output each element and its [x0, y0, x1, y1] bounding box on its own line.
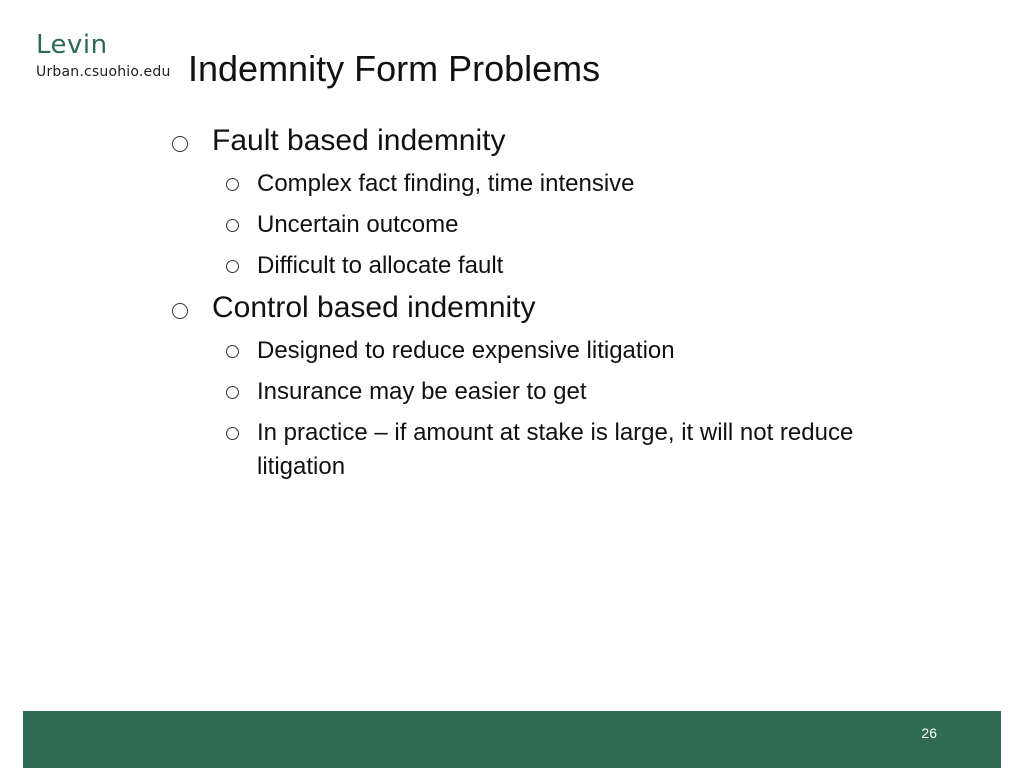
sub-bullet: [172, 167, 902, 201]
circle-bullet-icon: [226, 427, 239, 440]
levin-logo: [36, 30, 186, 82]
circle-bullet-icon: [172, 136, 188, 152]
sub-bullet-text: In practice – if amount at stake is large, it will not reduce litigation: [257, 419, 854, 480]
sub-list-fault-based: [172, 167, 902, 283]
circle-bullet-icon: [226, 345, 239, 358]
sub-bullet-text: Uncertain outcome: [257, 211, 459, 238]
sub-bullet-text: Difficult to allocate fault: [257, 252, 504, 279]
sub-bullet-text: Insurance may be easier to get: [257, 378, 587, 405]
footer-bar: [23, 711, 1001, 768]
logo-url: Urban.csuohio.edu: [36, 64, 171, 80]
sub-bullet-text: Designed to reduce expensive litigation: [257, 337, 675, 364]
circle-bullet-icon: [226, 219, 239, 232]
page-number: 26: [921, 725, 937, 741]
circle-bullet-icon: [226, 386, 239, 399]
sub-bullet: [172, 416, 902, 484]
bullet-content: [172, 123, 902, 491]
slide-title: Indemnity Form Problems: [188, 48, 601, 89]
sub-bullet: [172, 334, 902, 368]
bullet-text: Fault based indemnity: [212, 124, 506, 157]
circle-bullet-icon: [172, 303, 188, 319]
bullet-text: Control based indemnity: [212, 291, 536, 324]
sub-bullet-text: Complex fact finding, time intensive: [257, 170, 635, 197]
logo-name: Levin: [36, 30, 108, 60]
sub-bullet: [172, 375, 902, 409]
sub-list-control-based: [172, 334, 902, 484]
circle-bullet-icon: [226, 260, 239, 273]
sub-bullet: [172, 249, 902, 283]
bullet-fault-based: [172, 123, 902, 159]
bullet-control-based: [172, 290, 902, 326]
sub-bullet: [172, 208, 902, 242]
circle-bullet-icon: [226, 178, 239, 191]
